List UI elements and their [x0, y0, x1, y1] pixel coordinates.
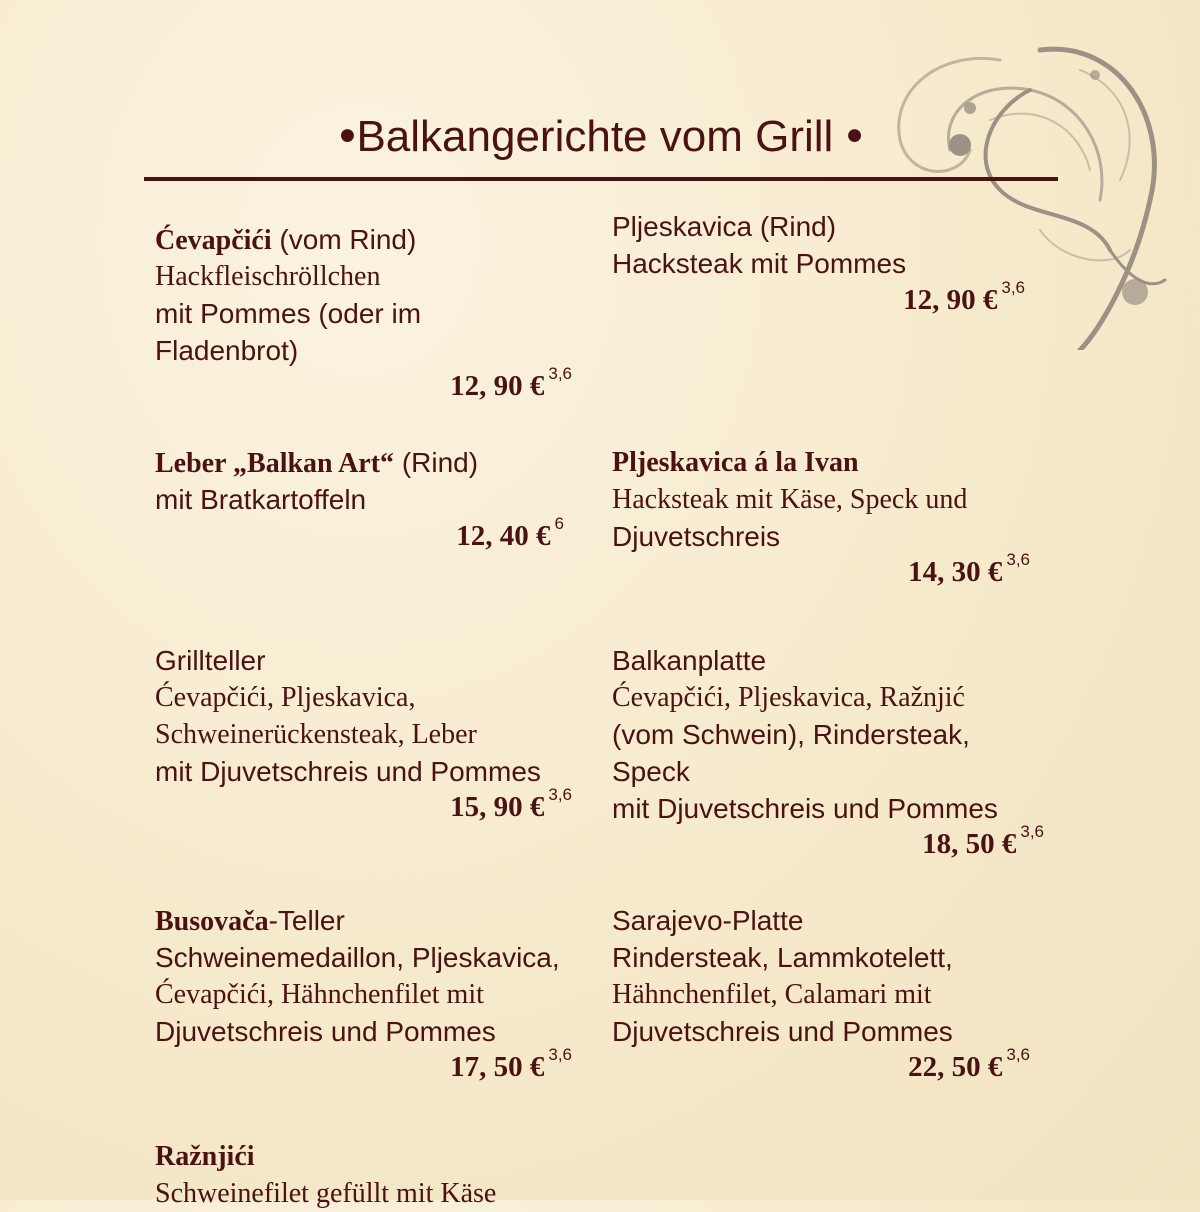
menu-item-grillteller [155, 642, 595, 790]
item-desc-line: Hackfleischröllchen [155, 261, 381, 292]
additive-note: 3,6 [548, 785, 572, 804]
menu-item-sarajevo-platte [612, 902, 1052, 1050]
item-name: Pljeskavica (Rind) [612, 211, 837, 242]
menu-item-pljeskavica [612, 208, 1052, 282]
item-price: 12, 40 € $^6$ [456, 514, 564, 552]
menu-item-pljeskavica-ivan [612, 444, 1052, 555]
item-price: 12, 90 € $^{3,6}$ [450, 364, 572, 402]
item-desc-line: Schweinerückensteak, Leber [155, 719, 477, 750]
item-desc-line: Ćevapčići, Hähnchenfilet mit [155, 979, 484, 1010]
item-desc-line: Ćevapčići, Pljeskavica, [155, 682, 416, 713]
title-divider [144, 177, 1058, 181]
additive-note: 3,6 [548, 364, 572, 383]
additive-note: 3,6 [1020, 822, 1044, 841]
item-desc-line: mit Djuvetschreis und Pommes [155, 756, 541, 787]
page-title [145, 112, 1057, 162]
bullet-icon: ● [845, 118, 864, 152]
bullet-icon: ● [338, 118, 357, 152]
item-name-line [155, 221, 595, 258]
item-name: Sarajevo-Platte [612, 905, 804, 936]
item-desc-line: Ćevapčići, Pljeskavica, Ražnjić [612, 682, 965, 713]
item-price: 18, 50 € $^{3,6}$ [922, 822, 1044, 860]
item-price: 12, 90 € $^{3,6}$ [903, 278, 1025, 316]
item-name: Leber „Balkan Art“ [155, 448, 395, 479]
item-name: Balkanplatte [612, 645, 767, 676]
item-desc-line: Hacksteak mit Käse, Speck und [612, 484, 968, 515]
menu-item-leber [155, 444, 595, 518]
item-desc-line: Djuvetschreis und Pommes [612, 1016, 953, 1047]
item-name: Ražnjići [155, 1141, 255, 1172]
item-desc-line: Hacksteak mit Pommes [612, 248, 907, 279]
additive-note: 3,6 [548, 1045, 572, 1064]
item-desc-line: Hähnchenfilet, Calamari mit [612, 979, 932, 1010]
item-desc-line: mit Bratkartoffeln [155, 484, 367, 515]
item-name-line [155, 902, 595, 939]
item-desc-line: Speck [612, 756, 690, 787]
item-desc-line: Schweinemedaillon, Pljeskavica, [155, 942, 560, 973]
item-name-suffix: -Teller [268, 905, 345, 936]
item-desc-line: Djuvetschreis [612, 521, 781, 552]
item-name: Ćevapčići [155, 225, 272, 256]
title-text: Balkangerichte vom Grill [356, 112, 834, 161]
item-desc-line: Djuvetschreis und Pommes [155, 1016, 496, 1047]
menu-item-balkanplatte [612, 642, 1052, 827]
item-name: Busovača [155, 906, 269, 937]
item-price: 15, 90 € $^{3,6}$ [450, 785, 572, 823]
item-name-line [155, 444, 595, 481]
additive-note: 6 [554, 514, 564, 533]
item-desc-line: Rindersteak, Lammkotelett, [612, 942, 953, 973]
menu-item-raznjici [155, 1138, 595, 1212]
additive-note: 3,6 [1006, 1045, 1030, 1064]
item-desc-line: mit Djuvetschreis und Pommes [612, 793, 998, 824]
item-name-suffix: (vom Rind) [279, 224, 417, 255]
item-price: 22, 50 € $^{3,6}$ [908, 1045, 1030, 1083]
item-desc-line: mit Pommes (oder im [155, 298, 422, 329]
item-price: 17, 50 € $^{3,6}$ [450, 1045, 572, 1083]
item-desc-line: Fladenbrot) [155, 335, 299, 366]
additive-note: 3,6 [1006, 550, 1030, 569]
item-desc-line: Schweinefilet gefüllt mit Käse [155, 1178, 497, 1209]
menu-item-busovaca [155, 902, 595, 1050]
item-price: 14, 30 € $^{3,6}$ [908, 550, 1030, 588]
menu-item-cevapcici [155, 221, 595, 369]
item-name-suffix: (Rind) [401, 447, 479, 478]
item-desc-line: (vom Schwein), Rindersteak, [612, 719, 970, 750]
additive-note: 3,6 [1001, 278, 1025, 297]
item-name: Grillteller [155, 645, 266, 676]
item-name: Pljeskavica á la Ivan [612, 447, 859, 478]
